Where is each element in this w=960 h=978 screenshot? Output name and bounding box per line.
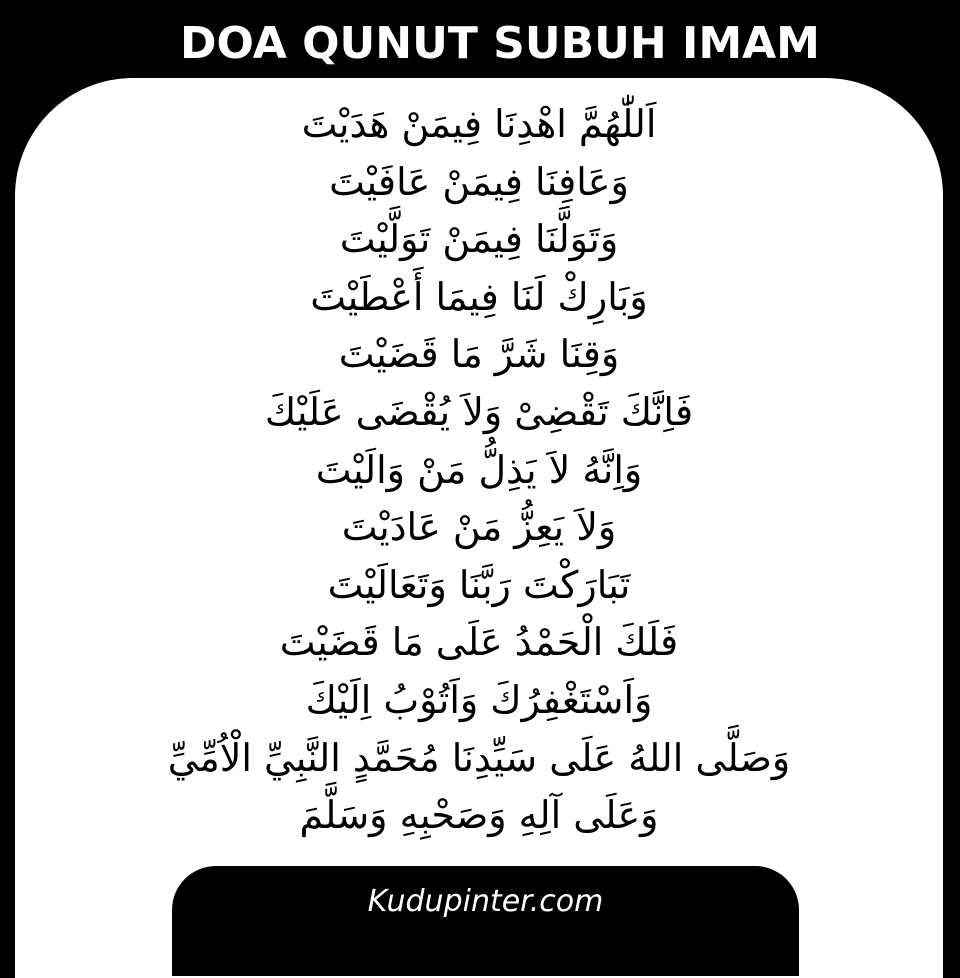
doa-line: فَاِنَّكَ تَقْضِىْ وَلاَ يُقْضَى عَلَيْكَ [264,389,694,434]
doa-line: وَتَوَلَّنَا فِيمَنْ تَوَلَّيْتَ [339,217,619,262]
doa-line: وَصَلَّى اللهُ عَلَى سَيِّدِنَا مُحَمَّدٍ النَّبِيِّ الْاُمِّيِّ [167,735,791,780]
footer-banner [172,866,799,976]
doa-line: تَبَارَكْتَ رَبَّنَا وَتَعَالَيْتَ [327,562,631,607]
doa-line: اَللّٰهُمَّ اهْدِنَا فِيمَنْ هَدَيْتَ [301,102,657,146]
doa-line: وَعَافِنَا فِيمَنْ عَافَيْتَ [329,159,629,204]
doa-line: فَلَكَ الْحَمْدُ عَلَى مَا قَضَيْتَ [279,620,679,665]
doa-line: وَلاَ يَعِزُّ مَنْ عَادَيْتَ [341,505,617,550]
page-title: DOA QUNUT SUBUH IMAM [180,18,820,69]
doa-line: وَبَارِكْ لَنَا فِيمَا أَعْطَيْتَ [310,274,648,319]
doa-line: وَاِنَّهُ لاَ يَذِلُّ مَنْ وَالَيْتَ [315,447,643,492]
doa-line: وَعَلَى آلِهِ وَصَحْبِهِ وَسَلَّمَ [299,793,659,838]
site-watermark: Kudupinter.com [367,884,604,919]
doa-line: وَقِنَا شَرَّ مَا قَضَيْتَ [338,332,620,377]
doa-line: وَاَسْتَغْفِرُكَ وَاَتُوْبُ اِلَيْكَ [305,677,653,722]
doa-text-list [15,96,943,845]
